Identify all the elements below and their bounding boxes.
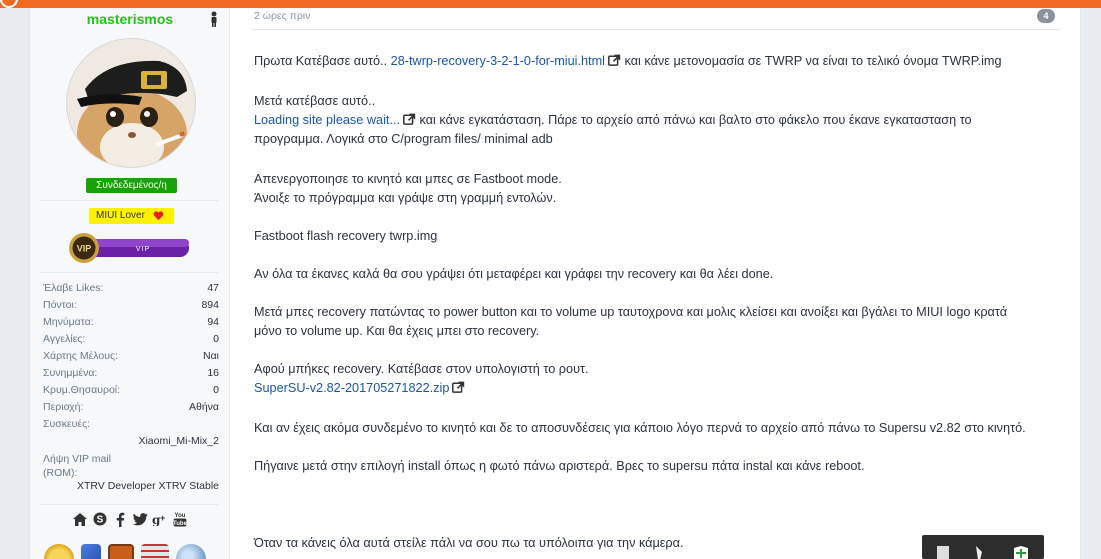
calendar-icon[interactable] [141,544,169,559]
stat-label: Κρυμ.Θησαυροί: [43,384,121,396]
vip-badge [67,232,191,264]
stat-value: 47 [207,282,219,294]
stat-label: Περιοχή: [43,401,84,413]
social-links [72,510,188,530]
message-paragraph [254,303,1060,341]
external-link-icon [452,381,465,393]
svg-text:You: You [174,513,186,519]
stat-row [43,280,219,297]
gold-medal-icon[interactable] [44,544,74,559]
username-link[interactable]: masterismos [86,11,174,27]
external-link-icon [403,113,416,125]
stat-label: Συνημμένα: [43,367,98,379]
globe-icon[interactable] [176,544,206,559]
divider [40,272,218,273]
stat-label: Χάρτης Μέλους: [43,350,118,362]
stat-value: 94 [207,316,219,328]
document-icon[interactable] [936,545,952,559]
pen-icon[interactable] [974,545,990,559]
external-link-icon [608,54,621,66]
text: Πρωτα Κατέβασε αυτό.. [254,54,391,68]
stat-label: Μηνύματα: [43,316,94,328]
facebook-icon[interactable] [112,510,128,528]
badge-icon[interactable] [108,544,134,559]
shield-icon[interactable] [1013,545,1029,559]
divider [40,504,218,505]
home-icon[interactable] [72,510,88,528]
male-gender-icon [209,11,219,27]
award-icons [44,544,206,559]
text: και κάνε εγκατάσταση. Πάρε το αρχείο από πάνω και βαλτο στο φάκελο που έκανε εγκατασταση το [416,113,972,127]
svg-text:+: + [160,513,166,523]
post-timestamp[interactable]: 2 ώρες πριν [254,10,311,22]
message-paragraph [254,170,1060,208]
heart-icon [153,211,164,221]
avatar[interactable] [66,38,196,168]
stat-value: 0 [213,333,219,345]
stat-value: Αθήνα [188,401,219,413]
stat-row [43,365,219,382]
post-number-badge[interactable]: 4 [1037,9,1055,23]
text: Άνοιξε το πρόγραμμα και γράψε στη γραμμή εντολών. [254,191,557,205]
stat-row [43,314,219,331]
stat-label: Συσκευές: [43,418,91,430]
stat-value: Xiaomi_Mi-Mix_2 [138,435,219,447]
svg-text:Tube: Tube [173,521,187,527]
message-paragraph [254,52,1060,71]
stat-row [43,331,219,348]
floating-toolbar [922,535,1044,559]
stat-row [43,348,219,365]
stat-label: Αγγελίες: [43,333,86,345]
user-stats [43,280,219,495]
stat-value: Ναι [203,350,219,362]
stat-value: 894 [201,299,219,311]
stat-value: XTRV Developer XTRV Stable [76,480,219,492]
text: και κάνε μετονομασία σε TWRP να είναι το τελικό όνομα TWRP.img [621,54,1002,68]
stat-row [43,416,219,433]
rank-label: MIUI Lover [96,210,145,221]
vip-coin-label: VIP [76,243,92,254]
stat-value: 16 [207,367,219,379]
rank-badge [89,208,174,224]
stat-value: 0 [213,384,219,396]
minimal-adb-link[interactable]: Loading site please wait... [254,113,400,127]
rocket-icon[interactable] [81,544,101,559]
text: μόνο το volume up. Και θα έχεις μπει στο recovery. [254,324,540,338]
cat-avatar-image [67,39,196,168]
stat-row [43,399,219,416]
stat-label: Πόντοι: [43,299,77,311]
divider [252,29,1060,30]
message-paragraph [254,360,1060,398]
online-status-badge: Συνδεδεμένος/η [86,178,177,193]
site-logo-icon[interactable] [0,0,18,8]
user-sidebar [30,8,230,559]
svg-text:S: S [96,514,104,526]
google-plus-icon[interactable] [152,510,168,528]
twitter-icon[interactable] [132,510,148,528]
vip-bar-label: VIP [135,246,151,253]
twrp-download-link[interactable]: 28-twrp-recovery-3-2-1-0-for-miui.html [390,54,605,68]
message-paragraph: Πήγαινε μετά στην επιλογή install όπως η φωτό πάνω αριστερά. Βρες το supersu πάτα instal και κάνε reboot. [254,459,865,473]
message-paragraph: Fastboot flash recovery twrp.img [254,229,438,243]
supersu-download-link[interactable]: SuperSU-v2.82-201705271822.zip [254,381,450,395]
stat-row [43,382,219,399]
text: Μετά μπες recovery πατώντας το power button και το volume up ταυτοχρονα και μολις κλείσει και ανοίξει και βγάλει το MIUI logo κρατά [254,305,1008,319]
text: Μετά κατέβασε αυτό.. [254,94,376,108]
forum-post [29,8,1081,559]
message-paragraph: Αν όλα τα έκανες καλά θα σου γράψει ότι μεταφέρει και γράφει την recovery και θα λέει done. [254,267,774,281]
message-paragraph: Και αν έχεις ακόμα συνδεμένο το κινητό και δε το αποσυνδέσεις για κάποιο λόγο περνά το αρχείο από πάνω το Supersu v2.82 στο κινητό. [254,421,1026,435]
stat-label: Έλαβε Likes: [43,282,104,294]
skype-icon[interactable] [92,510,108,528]
stat-row [43,297,219,314]
stat-label: Λήψη VIP mail (ROM): [43,453,111,479]
youtube-icon[interactable] [172,510,188,528]
top-bar [0,0,1101,8]
text: Αφού μπήκες recovery. Κατέβασε στον υπολογιστή το ρουτ. [254,362,589,376]
svg-text:g: g [152,513,161,526]
text: προγραμμα. Λογικά στο C/program files/ minimal adb [254,132,553,146]
message-paragraph [254,92,1060,149]
message-paragraph: Όταν τα κάνεις όλα αυτά στείλε πάλι να σου πω τα υπόλοιπα για την κάμερα. [254,536,684,550]
text: Απενεργοποιησε το κινητό και μπες σε Fastboot mode. [254,172,562,186]
divider [40,200,218,201]
